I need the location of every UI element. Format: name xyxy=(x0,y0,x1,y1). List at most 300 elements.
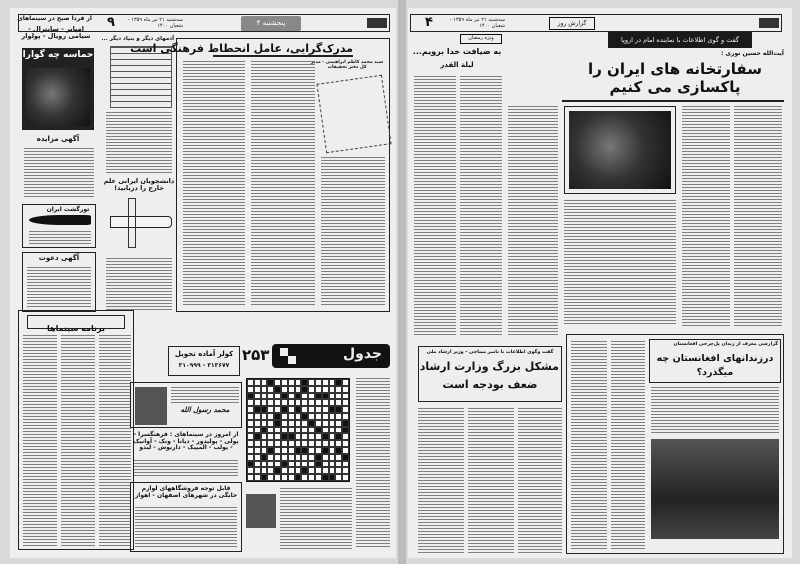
crossword-cell[interactable] xyxy=(295,447,302,454)
auction-text xyxy=(24,148,94,198)
crossword-cell[interactable] xyxy=(308,474,315,481)
crossword-logo-icon xyxy=(280,348,296,364)
crossword-cell[interactable] xyxy=(254,454,261,461)
main-byline: سید محمد کاظم ابراهیمی - مدیر کل دفتر تحقیقات xyxy=(310,60,384,70)
speaker: آیت‌الله حسین نوری : xyxy=(721,50,784,57)
crossword-cell[interactable] xyxy=(274,379,281,386)
crossword-cell[interactable] xyxy=(274,474,281,481)
crossword-cell[interactable] xyxy=(274,447,281,454)
crossword-cell[interactable] xyxy=(329,420,336,427)
crossword-cell[interactable] xyxy=(247,379,254,386)
crossword-cell[interactable] xyxy=(247,420,254,427)
pencil-cartoon xyxy=(110,216,172,228)
crossword-cell[interactable] xyxy=(322,413,329,420)
crossword-cell[interactable] xyxy=(322,399,329,406)
crossword-cell[interactable] xyxy=(247,461,254,468)
crossword-cell[interactable] xyxy=(329,433,336,440)
crossword-cell[interactable] xyxy=(308,433,315,440)
crossword-cell[interactable] xyxy=(261,413,268,420)
crossword-cell[interactable] xyxy=(295,474,302,481)
crossword-cell[interactable] xyxy=(335,461,342,468)
crossword-cell[interactable] xyxy=(315,413,322,420)
film-ad-text xyxy=(171,387,239,403)
crossword-cell[interactable] xyxy=(288,440,295,447)
afghan-col-2 xyxy=(611,341,645,549)
poster-image xyxy=(26,68,90,126)
crossword-cell[interactable] xyxy=(254,440,261,447)
crossword-cell[interactable] xyxy=(308,393,315,400)
crossword-cell[interactable] xyxy=(329,440,336,447)
crossword-cell[interactable] xyxy=(322,386,329,393)
crossword-cell[interactable] xyxy=(254,420,261,427)
crossword-cell[interactable] xyxy=(247,440,254,447)
crossword-cell[interactable] xyxy=(254,406,261,413)
cinema-ad-intro: از فردا صبح در سینماهای xyxy=(17,15,92,22)
crossword-cell[interactable] xyxy=(315,399,322,406)
crossword-cell[interactable] xyxy=(301,427,308,434)
crossword-cell[interactable] xyxy=(254,467,261,474)
right-header xyxy=(410,14,782,32)
crossword-cell[interactable] xyxy=(288,386,295,393)
crossword-cell[interactable] xyxy=(274,440,281,447)
notice-text xyxy=(135,507,237,549)
crossword-cell[interactable] xyxy=(288,461,295,468)
crossword-cell[interactable] xyxy=(342,433,349,440)
crossword-cell[interactable] xyxy=(329,379,336,386)
crossword-cell[interactable] xyxy=(308,413,315,420)
crossword-cell[interactable] xyxy=(329,406,336,413)
airplane-icon xyxy=(29,215,91,225)
side-col xyxy=(508,106,558,336)
program-col-2 xyxy=(61,335,95,547)
crossword-cell[interactable] xyxy=(274,413,281,420)
afghan-headline: درزندانهای افغانستان چه میگذرد؟ xyxy=(656,353,774,378)
masthead-logo xyxy=(367,18,387,28)
crossword-cell[interactable] xyxy=(342,406,349,413)
crossword-cell[interactable] xyxy=(335,467,342,474)
crossword-cell[interactable] xyxy=(295,420,302,427)
crossword-cell[interactable] xyxy=(254,427,261,434)
crossword-cell[interactable] xyxy=(267,427,274,434)
crossword-cell[interactable] xyxy=(267,440,274,447)
crossword-cell[interactable] xyxy=(335,420,342,427)
crossword-cell[interactable] xyxy=(254,474,261,481)
crossword-cell[interactable] xyxy=(308,467,315,474)
program-col-1 xyxy=(23,335,57,547)
crossword-cell[interactable] xyxy=(329,474,336,481)
crossword-cell[interactable] xyxy=(295,386,302,393)
crossword-cell[interactable] xyxy=(335,399,342,406)
crossword-cell[interactable] xyxy=(335,379,342,386)
cooler-ad xyxy=(168,346,240,376)
crossword-cell[interactable] xyxy=(261,406,268,413)
crossword-cell[interactable] xyxy=(335,427,342,434)
film-ad xyxy=(130,382,242,428)
crossword-cell[interactable] xyxy=(281,474,288,481)
crossword-cell[interactable] xyxy=(288,454,295,461)
cartoon-caption: آدمهای دیگر و بنیاد دیگر ... xyxy=(101,36,174,42)
crossword-cell[interactable] xyxy=(308,454,315,461)
masthead-logo xyxy=(759,18,779,28)
crossword-cell[interactable] xyxy=(274,427,281,434)
crossword-cell[interactable] xyxy=(288,433,295,440)
crossword-cell[interactable] xyxy=(308,447,315,454)
crossword-cell[interactable] xyxy=(261,454,268,461)
crossword-cell[interactable] xyxy=(281,406,288,413)
crossword-cell[interactable] xyxy=(261,427,268,434)
crossword-cell[interactable] xyxy=(261,420,268,427)
crossword-cell[interactable] xyxy=(315,474,322,481)
crossword-cell[interactable] xyxy=(295,379,302,386)
ershad-col-1 xyxy=(418,408,464,554)
ershad-headline-1: مشکل بزرگ وزارت ارشاد xyxy=(419,360,559,373)
airline-ad-text xyxy=(29,231,91,245)
crossword-cell[interactable] xyxy=(281,447,288,454)
crossword-cell[interactable] xyxy=(247,454,254,461)
crossword-cell[interactable] xyxy=(301,447,308,454)
crossword-cell[interactable] xyxy=(308,427,315,434)
crossword-cell[interactable] xyxy=(342,447,349,454)
crossword-cell[interactable] xyxy=(342,420,349,427)
crossword-cell[interactable] xyxy=(261,447,268,454)
cartoon-text xyxy=(106,112,172,174)
crossword-cell[interactable] xyxy=(301,440,308,447)
crossword-cell[interactable] xyxy=(301,433,308,440)
crossword-cell[interactable] xyxy=(247,433,254,440)
crossword-cell[interactable] xyxy=(308,386,315,393)
invitation-text xyxy=(27,267,91,309)
crossword-cell[interactable] xyxy=(315,427,322,434)
crossword-grid[interactable] xyxy=(246,378,350,482)
crossword-cell[interactable] xyxy=(342,454,349,461)
crossword-cell[interactable] xyxy=(267,386,274,393)
crossword-cell[interactable] xyxy=(267,467,274,474)
crossword-cell[interactable] xyxy=(267,420,274,427)
crossword-cell[interactable] xyxy=(342,386,349,393)
crossword-cell[interactable] xyxy=(295,399,302,406)
main-col-1 xyxy=(183,61,245,307)
film-ad-title: محمد رسول الله xyxy=(180,406,230,414)
crossword-cell[interactable] xyxy=(315,447,322,454)
kicker-bar: گفت و گوی اطلاعات با نماینده امام در اروپا xyxy=(608,32,752,48)
crossword-cell[interactable] xyxy=(295,467,302,474)
crossword-cell[interactable] xyxy=(335,406,342,413)
crossword-cell[interactable] xyxy=(295,433,302,440)
crossword-cell[interactable] xyxy=(322,406,329,413)
page-number: ۹ xyxy=(107,15,115,30)
crossword-cell[interactable] xyxy=(295,406,302,413)
crossword-cell[interactable] xyxy=(247,413,254,420)
crossword-cell[interactable] xyxy=(288,393,295,400)
crossword-cell[interactable] xyxy=(301,386,308,393)
crossword-cell[interactable] xyxy=(322,427,329,434)
crossword-cell[interactable] xyxy=(315,420,322,427)
crossword-cell[interactable] xyxy=(281,386,288,393)
crossword-cell[interactable] xyxy=(288,467,295,474)
crossword-cell[interactable] xyxy=(342,413,349,420)
crossword-cell[interactable] xyxy=(295,440,302,447)
headline-rule xyxy=(562,100,784,102)
crossword-cell[interactable] xyxy=(274,454,281,461)
section-tab: گزارش روز xyxy=(549,17,595,30)
crossword-cell[interactable] xyxy=(315,440,322,447)
crossword-cell[interactable] xyxy=(322,440,329,447)
notice-title: قابل توجه فروشگاههای لوازم خانگی در شهرهای اصفهان - اهواز xyxy=(134,485,238,499)
crossword-cell[interactable] xyxy=(308,406,315,413)
crossword-cell[interactable] xyxy=(322,454,329,461)
crossword-cell[interactable] xyxy=(308,399,315,406)
crossword-cell[interactable] xyxy=(315,386,322,393)
crossword-cell[interactable] xyxy=(281,413,288,420)
crossword-cell[interactable] xyxy=(301,467,308,474)
ramadan-sub: لیلة القدر xyxy=(440,61,474,69)
crossword-cell[interactable] xyxy=(267,393,274,400)
wall-cartoon xyxy=(110,46,172,108)
crossword-cell[interactable] xyxy=(247,447,254,454)
crossword-cell[interactable] xyxy=(342,399,349,406)
ershad-col-3 xyxy=(518,408,562,554)
crossword-cell[interactable] xyxy=(281,440,288,447)
crossword-cell[interactable] xyxy=(335,393,342,400)
flag-image xyxy=(135,387,167,425)
crossword-cell[interactable] xyxy=(342,440,349,447)
ershad-col-2 xyxy=(468,408,514,554)
airline-ad-title: تورگشت ایران xyxy=(46,206,90,213)
crossword-cell[interactable] xyxy=(295,427,302,434)
crossword-cell[interactable] xyxy=(342,393,349,400)
ramadan-col-1 xyxy=(414,76,456,336)
ershad-headline-2: ضعف بودجه است xyxy=(442,378,538,391)
crossword-cell[interactable] xyxy=(301,474,308,481)
afghan-kicker: گزارشی معرف از زندان پل‌چرخی افغانستان xyxy=(673,342,778,347)
main-headline: سفارتخانه های ایران را پاکسازی می کنیم xyxy=(588,60,762,96)
crossword-cell[interactable] xyxy=(281,399,288,406)
crossword-cell[interactable] xyxy=(288,413,295,420)
crossword-cell[interactable] xyxy=(281,393,288,400)
cinema-ad-poster xyxy=(22,48,94,130)
crossword-cell[interactable] xyxy=(247,399,254,406)
crossword-title-bar xyxy=(272,344,390,368)
crossword-cell[interactable] xyxy=(308,420,315,427)
crossword-cell[interactable] xyxy=(308,461,315,468)
crossword-cell[interactable] xyxy=(267,454,274,461)
crossword-cell[interactable] xyxy=(335,386,342,393)
crossword-cell[interactable] xyxy=(261,467,268,474)
crossword-cell[interactable] xyxy=(315,461,322,468)
crossword-cell[interactable] xyxy=(281,427,288,434)
crossword-cell[interactable] xyxy=(322,467,329,474)
crossword-cell[interactable] xyxy=(274,467,281,474)
crossword-cell[interactable] xyxy=(288,427,295,434)
crossword-cell[interactable] xyxy=(322,393,329,400)
crossword-cell[interactable] xyxy=(254,399,261,406)
crossword-cell[interactable] xyxy=(281,433,288,440)
crossword-cell[interactable] xyxy=(267,447,274,454)
students-headline: دانشجویان ایرانی علم خارج را دریابید! xyxy=(103,177,175,193)
crossword-cell[interactable] xyxy=(274,399,281,406)
students-text xyxy=(106,258,172,312)
crossword-cell[interactable] xyxy=(329,393,336,400)
auction-title: آگهی مزایده xyxy=(36,135,80,143)
crossword-cell[interactable] xyxy=(335,413,342,420)
crossword-cell[interactable] xyxy=(308,440,315,447)
crossword-cell[interactable] xyxy=(261,379,268,386)
crossword-cell[interactable] xyxy=(342,379,349,386)
cinema-program-title xyxy=(27,315,125,333)
crossword-cell[interactable] xyxy=(281,461,288,468)
crossword-cell[interactable] xyxy=(281,379,288,386)
airline-ad xyxy=(22,204,96,248)
main-col-3 xyxy=(321,157,385,307)
crossword-cell[interactable] xyxy=(281,420,288,427)
crossword-cell[interactable] xyxy=(254,461,261,468)
crossword-cell[interactable] xyxy=(247,427,254,434)
document-cartoon xyxy=(316,75,391,154)
crossword-cell[interactable] xyxy=(295,454,302,461)
crossword-cell[interactable] xyxy=(267,433,274,440)
crossword-cell[interactable] xyxy=(267,399,274,406)
crossword-cell[interactable] xyxy=(247,393,254,400)
program-col-3 xyxy=(99,335,131,547)
crossword-cell[interactable] xyxy=(288,474,295,481)
crossword-cell[interactable] xyxy=(261,433,268,440)
crossword-cell[interactable] xyxy=(301,454,308,461)
crossword-cell[interactable] xyxy=(342,474,349,481)
ramadan-headline: به ضیافت خدا برویم... xyxy=(412,47,502,56)
crossword-cell[interactable] xyxy=(288,420,295,427)
crossword-cell[interactable] xyxy=(322,447,329,454)
page-gutter xyxy=(398,0,406,564)
crossword-cell[interactable] xyxy=(335,440,342,447)
crossword-cell[interactable] xyxy=(261,461,268,468)
crossword-cell[interactable] xyxy=(315,406,322,413)
crossword-cell[interactable] xyxy=(254,447,261,454)
crossword-cell[interactable] xyxy=(329,399,336,406)
crossword-cell[interactable] xyxy=(301,399,308,406)
crossword-cell[interactable] xyxy=(288,406,295,413)
crossword-cell[interactable] xyxy=(261,440,268,447)
crossword-cell[interactable] xyxy=(301,406,308,413)
crossword-cell[interactable] xyxy=(274,386,281,393)
crossword-cell[interactable] xyxy=(301,413,308,420)
cinema-ad-film: حماسه چه گوارا xyxy=(22,50,94,60)
crossword-cell[interactable] xyxy=(301,420,308,427)
crossword-cell[interactable] xyxy=(254,393,261,400)
crossword-cell[interactable] xyxy=(315,393,322,400)
crossword-cell[interactable] xyxy=(301,379,308,386)
afghan-col-3 xyxy=(651,387,779,435)
crossword-cell[interactable] xyxy=(274,461,281,468)
invitation-title: آگهی دعوت xyxy=(38,254,80,262)
cinema-program-label: برنامه سینماها xyxy=(47,324,105,333)
crossword-cell[interactable] xyxy=(329,447,336,454)
crossword-cell[interactable] xyxy=(267,413,274,420)
crossword-cell[interactable] xyxy=(247,474,254,481)
crossword-cell[interactable] xyxy=(281,454,288,461)
crossword-cell[interactable] xyxy=(261,393,268,400)
crossword-cell[interactable] xyxy=(322,433,329,440)
crossword-cell[interactable] xyxy=(261,386,268,393)
crossword-cell[interactable] xyxy=(267,379,274,386)
crossword-cell[interactable] xyxy=(288,399,295,406)
crossword-cell[interactable] xyxy=(335,474,342,481)
today-cinemas-text xyxy=(134,460,238,476)
crossword-cell[interactable] xyxy=(342,467,349,474)
crossword-cell[interactable] xyxy=(288,379,295,386)
crossword-cell[interactable] xyxy=(274,406,281,413)
cinema-ad-cinemas: امپایر - سانترال - سیامی رویال - پولوار xyxy=(21,25,91,41)
today-cinemas: از امروز در سینماهای : فرهنگسرا - پولی - پولیدور - دیانا - ونک - آوانیک - پولب - المپیک - داریوش - لیدو xyxy=(133,431,239,452)
crossword-cell[interactable] xyxy=(247,406,254,413)
cooler-ad-title: کولر آماده تحویل xyxy=(174,350,234,358)
crossword-cell[interactable] xyxy=(261,474,268,481)
crossword-cell[interactable] xyxy=(329,467,336,474)
crossword-cell[interactable] xyxy=(329,427,336,434)
main-col-2 xyxy=(251,61,315,307)
crossword-cell[interactable] xyxy=(315,467,322,474)
crossword-cell[interactable] xyxy=(295,461,302,468)
crossword-cell[interactable] xyxy=(329,386,336,393)
crossword-cell[interactable] xyxy=(322,379,329,386)
ramadan-label: ویژه رمضان xyxy=(460,34,502,44)
crossword-cell[interactable] xyxy=(254,386,261,393)
crossword-cell[interactable] xyxy=(267,474,274,481)
crossword-cell[interactable] xyxy=(267,406,274,413)
crossword-cell[interactable] xyxy=(274,393,281,400)
crossword-cell[interactable] xyxy=(308,379,315,386)
crossword-cell[interactable] xyxy=(335,433,342,440)
crossword-cell[interactable] xyxy=(342,427,349,434)
ramadan-col-2 xyxy=(460,76,502,336)
crossword-cell[interactable] xyxy=(247,386,254,393)
crossword-cell[interactable] xyxy=(247,467,254,474)
crossword-cell[interactable] xyxy=(329,454,336,461)
crossword-cell[interactable] xyxy=(335,454,342,461)
crossword-cell[interactable] xyxy=(301,393,308,400)
crossword-cell[interactable] xyxy=(274,420,281,427)
ershad-kicker: گفت وگوی اطلاعات با ناصر میناچی - وزیر ارشاد ملی xyxy=(426,350,554,355)
crossword-cell[interactable] xyxy=(295,393,302,400)
crossword-cell[interactable] xyxy=(254,433,261,440)
crossword-cell[interactable] xyxy=(335,447,342,454)
cinema-program xyxy=(18,310,134,550)
pencil-hand xyxy=(128,198,136,248)
crossword-cell[interactable] xyxy=(267,461,274,468)
crossword-cell[interactable] xyxy=(254,413,261,420)
crossword-cell[interactable] xyxy=(274,433,281,440)
crossword-cell[interactable] xyxy=(315,379,322,386)
crossword-cell[interactable] xyxy=(295,413,302,420)
crossword-cell[interactable] xyxy=(261,399,268,406)
crossword-cell[interactable] xyxy=(322,420,329,427)
crossword-title: جدول xyxy=(342,346,382,362)
afghan-headline-box xyxy=(649,339,781,383)
crossword-cell[interactable] xyxy=(329,413,336,420)
crossword-cell[interactable] xyxy=(254,379,261,386)
crossword-cell[interactable] xyxy=(322,461,329,468)
crossword-cell[interactable] xyxy=(281,467,288,474)
crossword-cell[interactable] xyxy=(315,454,322,461)
crossword-cell[interactable] xyxy=(342,461,349,468)
crossword-cell[interactable] xyxy=(288,447,295,454)
crossword-cell[interactable] xyxy=(301,461,308,468)
crossword-cell[interactable] xyxy=(329,461,336,468)
page-number: ۴ xyxy=(425,15,433,30)
main-headline: مدرک‌گرایی، عامل انحطاط فرهنگی است xyxy=(213,43,353,57)
crossword-cell[interactable] xyxy=(315,433,322,440)
section-tab: ۴ پنجشنبه xyxy=(241,16,301,31)
crossword-cell[interactable] xyxy=(322,474,329,481)
